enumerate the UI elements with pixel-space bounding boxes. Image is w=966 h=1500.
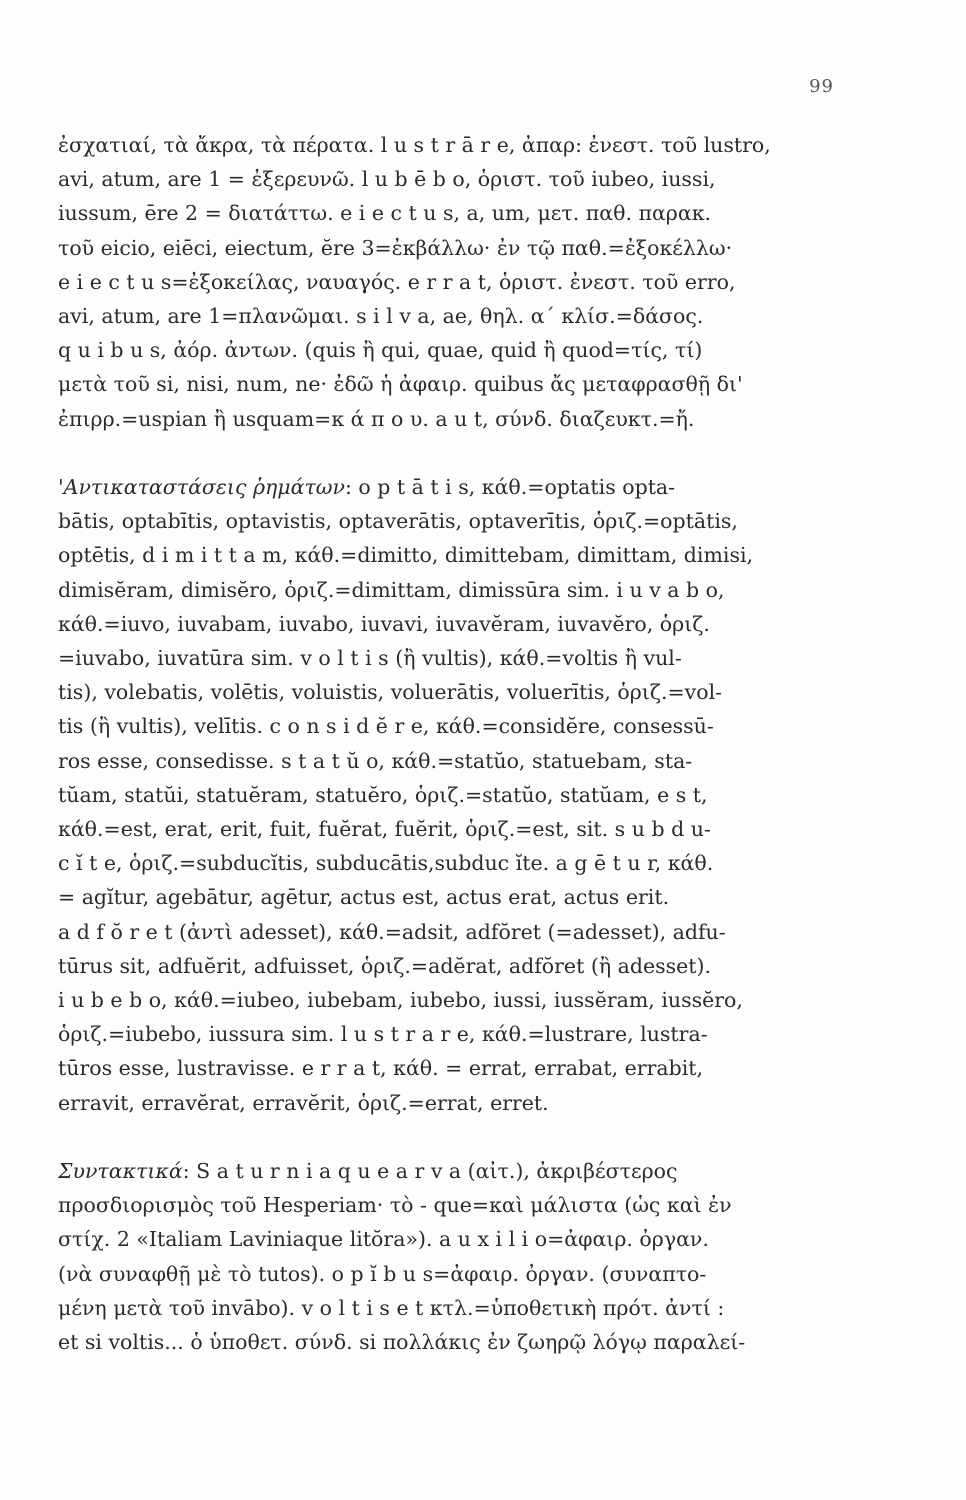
text-line: erravit, erravĕrat, erravĕrit, ὁριζ.=errat, erret. [58,1090,549,1115]
text-line-rest: : S a t u r n i a q u e a r v a (αἰτ.), ἀκριβέστερος [182,1159,678,1183]
text-line: avi, atum, are 1 = ἐξερευνῶ. l u b ē b o, ὁριστ. τοῦ iubeo, iussi, [58,167,716,192]
text-line: μετὰ τοῦ si, nisi, num, ne· ἐδῶ ἡ ἀφαιρ. quibus ἄς μεταφρασθῇ δι' [58,372,743,397]
text-line: tis (ἢ vultis), velītis. c o n s i d ĕ r e, κάθ.=considĕre, consessū- [58,714,714,739]
section-heading: 'Αντικαταστάσεις ῥημάτων [58,475,345,499]
text-line: ἐπιρρ.=uspian ἢ usquam=κ ά π ο υ. a u t, σύνδ. διαζευκτ.=ἤ. [58,406,695,431]
text-line: i u b e b o, κάθ.=iubeo, iubebam, iubebo, iussi, iussĕram, iussĕro, [58,988,743,1013]
text-line: c ĭ t e, ὁριζ.=subducĭtis, subducātis,subduc ĭte. a g ē t u r, κάθ. [58,851,714,876]
page-number: 99 [809,76,834,97]
text-line: a d f ŏ r e t (ἀντὶ adesset), κάθ.=adsit, adfŏret (=adesset), adfu- [58,919,726,944]
text-line: e i e c t u s=ἐξοκείλας, ναυαγός. e r r a t, ὁριστ. ἐνεστ. τοῦ erro, [58,269,736,294]
text-line: ros esse, consedisse. s t a t ŭ o, κάθ.=statŭo, statuebam, sta- [58,748,693,773]
text-line: avi, atum, are 1=πλανῶμαι. s i l v a, ae, θηλ. α΄ κλίσ.=δάσος. [58,304,704,329]
text-line: q u i b u s, ἀόρ. ἀντων. (quis ἢ qui, quae, quid ἢ quod=τίς, τί) [58,338,703,363]
syntax-paragraph [58,1154,864,1359]
text-line: μένη μετὰ τοῦ invābo). v o l t i s e t κτλ.=ὑποθετικὴ πρότ. ἀντί : [58,1295,725,1320]
text-line: = agĭtur, agebātur, agētur, actus est, actus erat, actus erit. [58,885,670,910]
text-line-rest: : o p t ā t i s, κάθ.=optatis opta- [344,475,676,499]
verb-substitutions-paragraph [58,470,864,1120]
text-line: κάθ.=iuvo, iuvabam, iuvabo, iuvavi, iuvavĕram, iuvavĕro, ὁριζ. [58,611,710,636]
text-line: (νὰ συναφθῇ μὲ τὸ tutos). o p ĭ b u s=ἀφαιρ. ὀργαν. (συναπτο- [58,1261,707,1286]
text-line: tis), volebatis, volētis, voluistis, voluerātis, voluerītis, ὁριζ.=vol- [58,680,723,705]
section-heading: Συντακτικά [58,1159,183,1183]
text-line: tūrus sit, adfuĕrit, adfuisset, ὁριζ.=adĕrat, adfŏret (ἢ adesset). [58,953,712,978]
text-line: τοῦ eicio, eiēci, eiectum, ĕre 3=ἐκβάλλω· ἐν τῷ παθ.=ἐξοκέλλω· [58,235,733,260]
text-line: dimisĕram, dimisĕro, ὁριζ.=dimittam, dimissūra sim. i u v a b o, [58,577,725,602]
text-line [58,470,864,504]
text-line: =iuvabo, iuvatūra sim. v o l t i s (ἢ vultis), κάθ.=voltis ἢ vul- [58,646,682,671]
text-line: ἐσχατιαί, τὰ ἄκρα, τὰ πέρατα. l u s t r ā r e, ἀπαρ: ἐνεστ. τοῦ lustro, [58,133,771,157]
text-line: ὁριζ.=iubebo, iussura sim. l u s t r a r e, κάθ.=lustrare, lustra- [58,1022,708,1047]
text-line: et si voltis... ὁ ὑποθετ. σύνδ. si πολλάκις ἐν ζωηρῷ λόγῳ παραλεί- [58,1330,746,1355]
text-line: κάθ.=est, erat, erit, fuit, fuĕrat, fuĕrit, ὁριζ.=est, sit. s u b d u- [58,817,711,842]
text-line: στίχ. 2 «Italiam Laviniaque litŏra»). a u x i l i o=ἀφαιρ. ὀργαν. [58,1227,709,1252]
vocabulary-paragraph [58,128,864,436]
text-line: προσδιορισμὸς τοῦ Hesperiam· τὸ - que=καὶ μάλιστα (ὡς καὶ ἐν [58,1193,732,1218]
text-line: iussum, ēre 2 = διατάττω. e i e c t u s, a, um, μετ. παθ. παρακ. [58,201,712,226]
text-line: tŭam, statŭi, statuĕram, statuĕro, ὁριζ.=statŭo, statŭam, e s t, [58,782,708,807]
text-line: bātis, optabītis, optavistis, optaverātis, optaverītis, ὁριζ.=optātis, [58,509,738,534]
text-line [58,1154,864,1188]
text-line: tūros esse, lustravisse. e r r a t, κάθ. = errat, errabat, errabit, [58,1056,704,1081]
text-line: optētis, d i m i t t a m, κάθ.=dimitto, dimittebam, dimittam, dimisi, [58,543,754,568]
